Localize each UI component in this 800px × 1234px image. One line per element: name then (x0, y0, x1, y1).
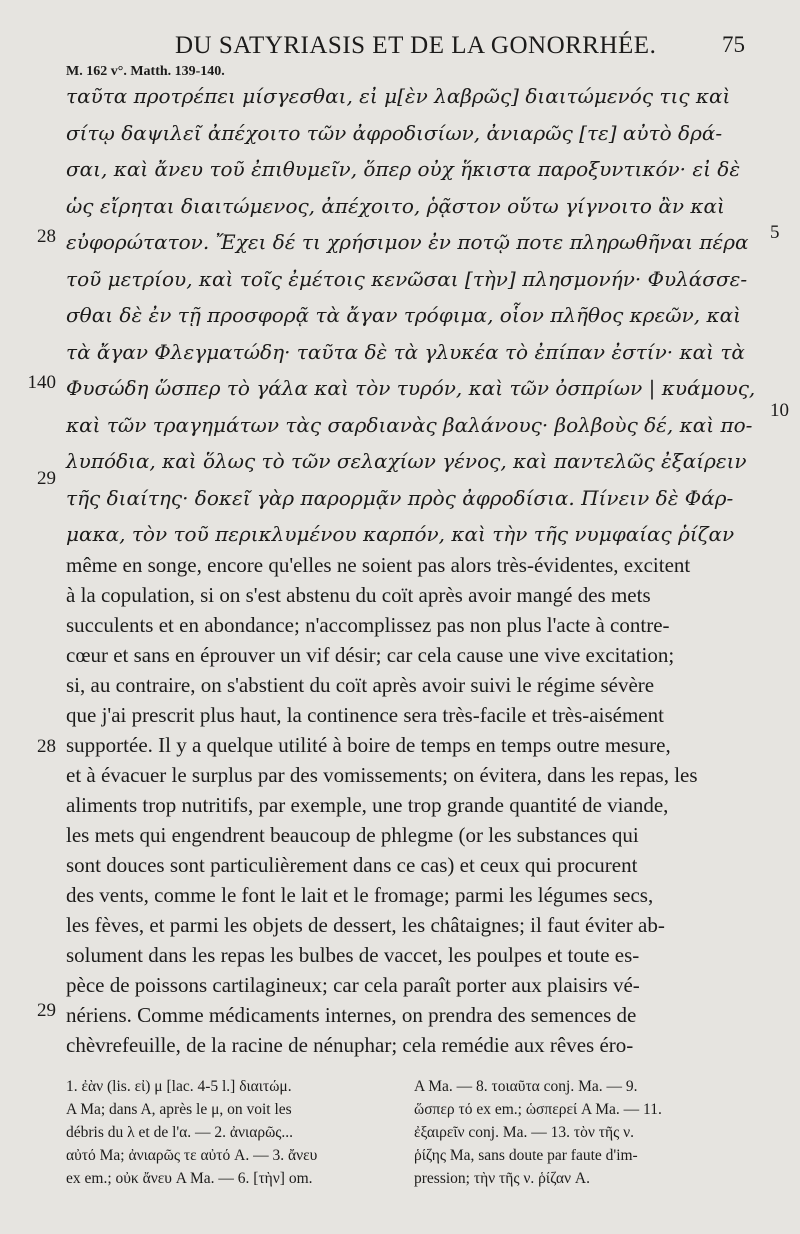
french-line: à la copulation, si on s'est abstenu du coït après avoir mangé des mets (66, 583, 651, 607)
greek-line: ταῦτα προτρέπει μίσγεσθαι, εἰ μ[ὲν λαβρῶς] διαιτώμενός τις καὶ (66, 84, 731, 108)
greek-line: λυπόδια, καὶ ὅλως τὸ τῶν σελαχίων γένος, καὶ παντελῶς ἐξαίρειν (66, 449, 747, 473)
greek-line: σίτῳ δαψιλεῖ ἀπέχοιτο τῶν ἀφροδισίων, ἀνιαρῶς [τε] αὐτὸ δρά- (66, 120, 723, 145)
greek-line: σαι, καὶ ἄνευ τοῦ ἐπιθυμεῖν, ὅπερ οὐχ ἥκιστα παροξυντικόν· εἰ δὲ (66, 157, 741, 181)
running-header-title: DU SATYRIASIS ET DE LA GONORRHÉE. (175, 32, 657, 59)
french-line: même en songe, encore qu'elles ne soient pas alors très-évidentes, excitent (66, 553, 691, 577)
french-line: les mets qui engendrent beaucoup de phlegme (or les substances qui (66, 823, 639, 847)
margin-line-number: 10 (770, 400, 789, 421)
french-line: aliments trop nutritifs, par exemple, une trop grande quantité de viande, (66, 793, 669, 817)
greek-line: τῆς διαίτης· δοκεῖ γὰρ παρορμᾷν πρὸς ἀφροδίσια. Πίνειν δὲ Φάρ- (66, 485, 734, 510)
margin-line-number: 5 (770, 222, 780, 243)
french-line: les fèves, et parmi les objets de dessert, les châtaignes; il faut éviter ab- (66, 913, 665, 937)
french-line: chèvrefeuille, de la racine de nénuphar; cela remédie aux rêves éro- (66, 1033, 634, 1057)
greek-line: σθαι δὲ ἐν τῇ προσφορᾷ τὰ ἄγαν τρόφιμα, οἷον πλῆθος κρεῶν, καὶ (66, 303, 741, 327)
margin-line-number: 29 (37, 1000, 56, 1021)
footnote-line: A Ma; dans A, après le μ, on voit les (66, 1101, 292, 1118)
french-line: nériens. Comme médicaments internes, on prendra des semences de (66, 1003, 637, 1027)
french-line: si, au contraire, on s'abstient du coït après avoir suivi le régime sévère (66, 673, 655, 697)
margin-line-number: 28 (37, 226, 56, 247)
footnotes-right-column (414, 1075, 754, 1190)
footnotes-left-column (66, 1075, 404, 1190)
french-translation-block (66, 550, 780, 1060)
french-line: solument dans les repas les bulbes de vaccet, les poulpes et toute es- (66, 943, 640, 967)
greek-line: μακα, τὸν τοῦ περικλυμένου καρπόν, καὶ τὴν τῆς νυμφαίας ῥίζαν (66, 522, 735, 546)
footnote-line: ex em.; οὐκ ἄνευ A Ma. — 6. [τὴν] om. (66, 1170, 313, 1187)
french-line: cœur et sans en éprouver un vif désir; car cela cause une vive excitation; (66, 643, 675, 667)
french-line: sont douces sont particulièrement dans ce cas) et ceux qui procurent (66, 853, 638, 877)
footnote-line: ῥίζης Ma, sans doute par faute d'im- (414, 1147, 638, 1164)
footnote-line: débris du λ et de l'α. — 2. ἀνιαρῶς... (66, 1124, 294, 1141)
french-line: des vents, comme le font le lait et le fromage; parmi les légumes secs, (66, 883, 654, 907)
manuscript-reference: M. 162 v°. Matth. 139-140. (66, 64, 225, 79)
greek-text-block (66, 78, 766, 553)
footnote-line: ἐξαιρεῖν conj. Ma. — 13. τὸν τῆς ν. (414, 1124, 634, 1141)
greek-line: εὐφορώτατον. Ἔχει δέ τι χρήσιμον ἐν ποτῷ ποτε πληρωθῆναι πέρα (66, 230, 749, 254)
french-line: supportée. Il y a quelque utilité à boire de temps en temps outre mesure, (66, 733, 671, 757)
page-number: 75 (722, 32, 745, 57)
margin-line-number: 28 (37, 736, 56, 757)
footnote-line: ὥσπερ τό ex em.; ὡσπερεί A Ma. — 11. (414, 1101, 662, 1118)
footnote-line: pression; τὴν τῆς ν. ῥίζαν A. (414, 1170, 591, 1187)
margin-line-number: 29 (37, 468, 56, 489)
greek-line: τοῦ μετρίου, καὶ τοῖς ἐμέτοις κενῶσαι [τὴν] πλησμονήν· Φυλάσσε- (66, 266, 748, 291)
french-line: et à évacuer le surplus par des vomissements; on évitera, dans les repas, les (66, 763, 698, 787)
french-line: pèce de poissons cartilagineux; car cela paraît porter aux plaisirs vé- (66, 973, 640, 997)
footnote-line: A Ma. — 8. τοιαῦτα conj. Ma. — 9. (414, 1078, 638, 1095)
margin-line-number: 140 (27, 372, 56, 393)
greek-line: καὶ τῶν τραγημάτων τὰς σαρδιανὰς βαλάνους· βολβοὺς δέ, καὶ πο- (66, 412, 753, 437)
french-line: que j'ai prescrit plus haut, la continence sera très-facile et très-aisément (66, 703, 664, 727)
greek-line: τὰ ἄγαν Φλεγματώδη· ταῦτα δὲ τὰ γλυκέα τὸ ἐπίπαν ἐστίν· καὶ τὰ (66, 339, 745, 364)
greek-line: ὡς εἴρηται διαιτώμενος, ἀπέχοιτο, ῥᾷστον οὕτω γίγνοιτο ἂν καὶ (66, 193, 725, 218)
french-line: succulents et en abondance; n'accomplissez pas non plus l'acte à contre- (66, 613, 670, 637)
greek-line: Φυσώδη ὥσπερ τὸ γάλα καὶ τὸν τυρόν, καὶ τῶν ὀσπρίων | κυάμους, (66, 376, 756, 400)
footnote-line: αὐτό Ma; ἀνιαρῶς τε αὐτό A. — 3. ἄνευ (66, 1147, 318, 1164)
footnote-line: 1. ἐὰν (lis. εἰ) μ [lac. 4-5 l.] διαιτώμ. (66, 1078, 292, 1095)
